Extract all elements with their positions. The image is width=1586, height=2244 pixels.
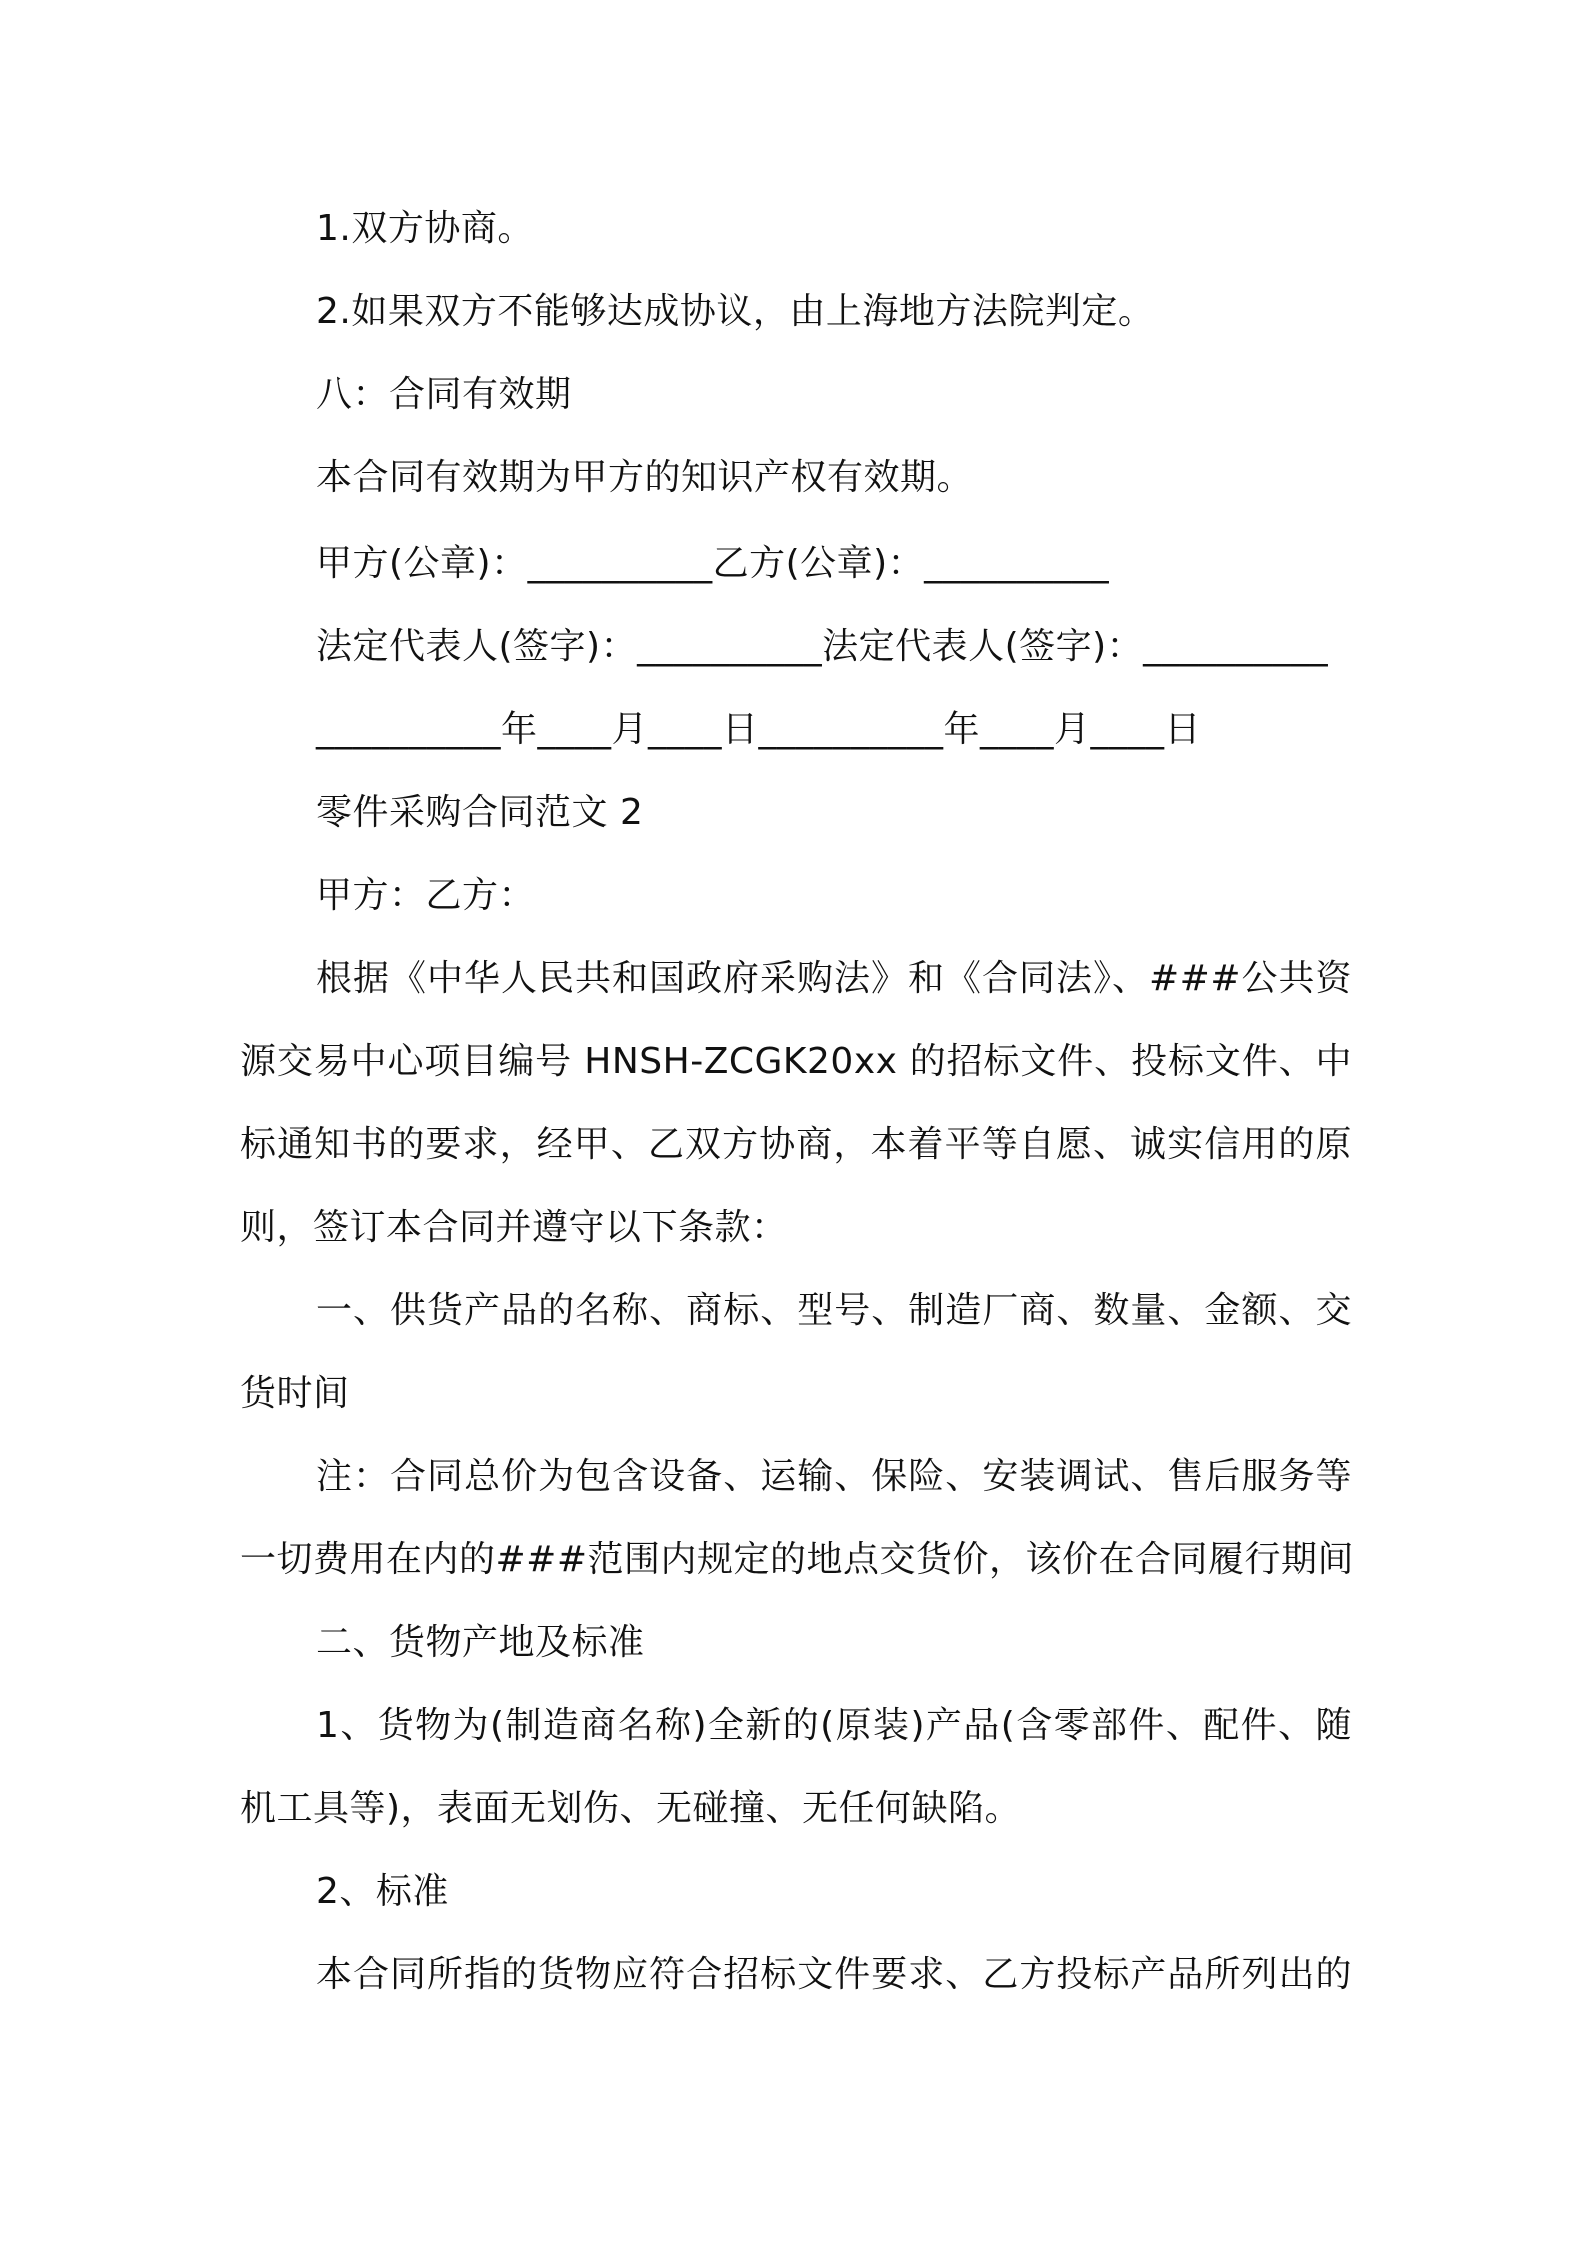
parties-line: 甲方：乙方： (316, 875, 536, 916)
document-title: 零件采购合同范文 2 (316, 792, 644, 833)
section-heading: 二、货物产地及标准 (316, 1622, 645, 1663)
paragraph-line: 标通知书的要求，经甲、乙双方协商，本着平等自愿、诚实信用的原 (240, 1124, 1352, 1165)
paragraph-line: 本合同所指的货物应符合招标文件要求、乙方投标产品所列出的 (316, 1954, 1352, 1995)
paragraph-line: 则，签订本合同并遵守以下条款： (240, 1207, 788, 1248)
section-heading: 八：合同有效期 (316, 374, 572, 415)
date-line: __________年____月____日__________年____月____日 (316, 709, 1201, 750)
paragraph-line: 1、货物为(制造商名称)全新的(原装)产品(含零部件、配件、随 (316, 1705, 1352, 1746)
text-line: 本合同有效期为甲方的知识产权有效期。 (316, 457, 974, 498)
signature-line: 甲方(公章)：__________乙方(公章)：__________ (316, 543, 1110, 584)
note-line: 一切费用在内的###范围内规定的地点交货价，该价在合同履行期间 (240, 1539, 1354, 1580)
text-line: 2.如果双方不能够达成协议，由上海地方法院判定。 (316, 291, 1155, 332)
subsection-heading: 2、标准 (316, 1871, 449, 1912)
text-line: 1.双方协商。 (316, 208, 534, 249)
paragraph-line: 机工具等)，表面无划伤、无碰撞、无任何缺陷。 (240, 1788, 1022, 1829)
section-heading: 货时间 (240, 1373, 350, 1414)
section-heading: 一、供货产品的名称、商标、型号、制造厂商、数量、金额、交 (316, 1290, 1352, 1331)
signature-line: 法定代表人(签字)：__________法定代表人(签字)：__________ (316, 626, 1329, 667)
paragraph-line: 源交易中心项目编号 HNSH-ZCGK20xx 的招标文件、投标文件、中 (240, 1041, 1352, 1082)
paragraph-line: 根据《中华人民共和国政府采购法》和《合同法》、###公共资 (316, 958, 1352, 999)
note-line: 注：合同总价为包含设备、运输、保险、安装调试、售后服务等 (316, 1456, 1352, 1497)
